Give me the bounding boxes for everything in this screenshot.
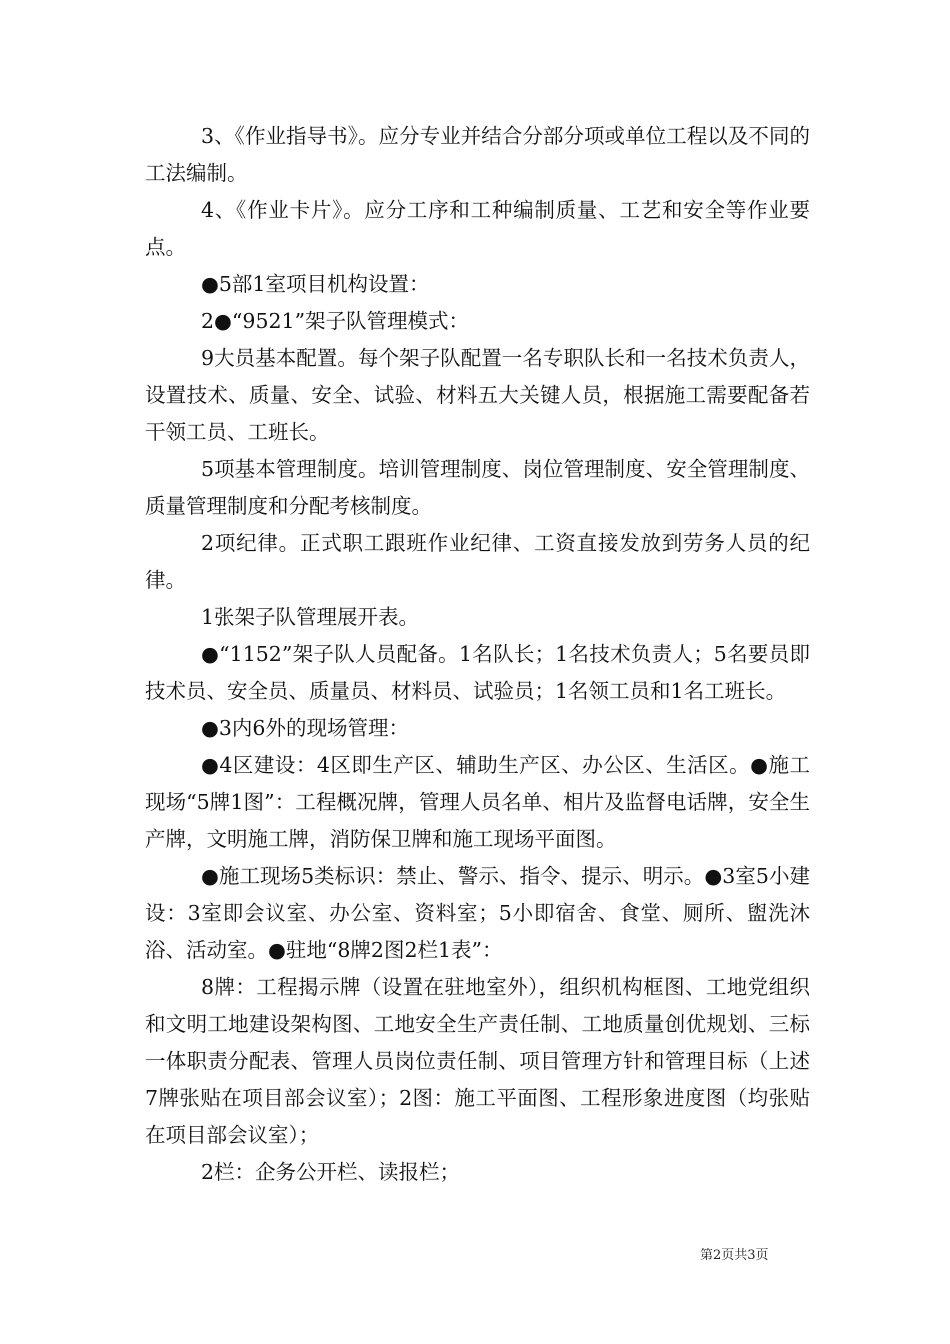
paragraph-2-columns: 2栏：企务公开栏、读报栏； xyxy=(201,1160,461,1184)
paragraph-5-systems: 5项基本管理制度。培训管理制度、岗位管理制度、安全管理制度、质量管理制度和分配考核制度。 xyxy=(145,457,810,518)
paragraph-1152-staffing: ●“1152”架子队人员配备。1名队长；1名技术负责人；5名要员即技术员、安全员、质量员、材料员、试验员；1名领工员和1名工班长。 xyxy=(145,642,810,703)
paragraph-9-staff: 9大员基本配置。每个架子队配置一名专职队长和一名技术负责人，设置技术、质量、安全、试验、材料五大关键人员，根据施工需要配备若干领工员、工班长。 xyxy=(145,346,810,444)
paragraph-8-boards: 8牌：工程揭示牌（设置在驻地室外），组织机构框图、工地党组织和文明工地建设架构图、工地安全生产责任制、工地质量创优规划、三标一体职责分配表、管理人员岗位责任制、项目管理方针和管理目标（上述7牌张贴在项目部会议室）；2图：施工平面图、工程形象进度图（均张贴在项目部会议室）； xyxy=(145,975,810,1147)
paragraph-9521-mode: 2●“9521”架子队管理模式： xyxy=(201,309,470,333)
paragraph-site-management: ●3内6外的现场管理： xyxy=(201,716,409,740)
paragraph-2-disciplines: 2项纪律。正式职工跟班作业纪律、工资直接发放到劳务人员的纪律。 xyxy=(145,531,810,592)
paragraph-work-card: 4、《作业卡片》。应分工序和工种编制质量、工艺和安全等作业要点。 xyxy=(145,198,810,259)
paragraph-work-guide: 3、《作业指导书》。应分专业并结合分部分项或单位工程以及不同的工法编制。 xyxy=(145,124,810,185)
page-number: 第2页共3页 xyxy=(700,1248,769,1263)
paragraph-4-zones: ●4区建设：4区即生产区、辅助生产区、办公区、生活区。●施工现场“5牌1图”：工程概况牌，管理人员名单、相片及监督电话牌，安全生产牌，文明施工牌，消防保卫牌和施工现场平面图。 xyxy=(145,753,810,851)
paragraph-org-setup: ●5部1室项目机构设置： xyxy=(201,272,430,296)
paragraph-5-signs: ●施工现场5类标识：禁止、警示、指令、提示、明示。●3室5小建设：3室即会议室、办公室、资料室；5小即宿舍、食堂、厕所、盥洗沐浴、活动室。●驻地“8牌2图2栏1表”： xyxy=(145,864,810,962)
paragraph-1-table: 1张架子队管理展开表。 xyxy=(201,605,420,629)
document-body xyxy=(145,118,810,1191)
